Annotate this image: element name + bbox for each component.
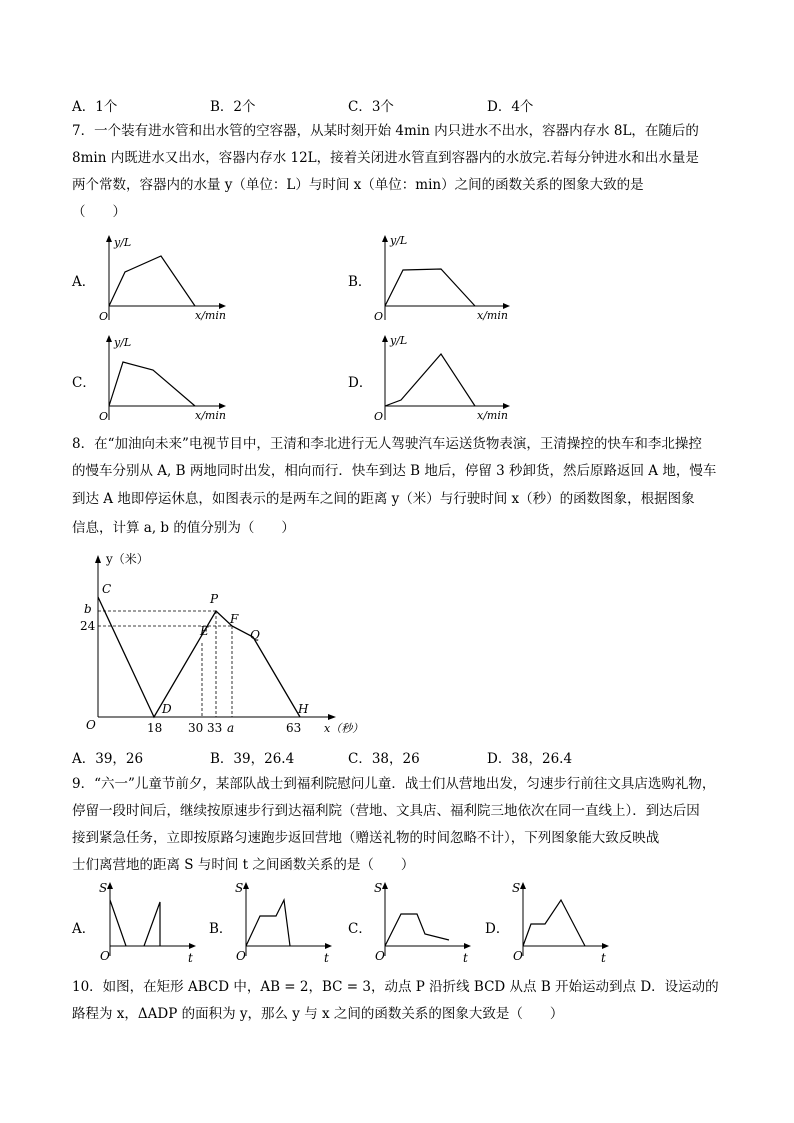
q7-option-b-label: B．: [348, 274, 372, 290]
q8-xtick-63: 63: [286, 721, 302, 735]
q8-line-1: 8．在“加油向未来”电视节目中，王清和李北进行无人驾驶汽车运送货物表演，王清操控的快车和李北操控: [72, 436, 702, 452]
q8-option-a: A．39，26: [72, 751, 144, 767]
q8-option-d: D．38，26.4: [487, 751, 573, 767]
q8-point-c: C: [102, 582, 112, 596]
q9-graph-a: [96, 878, 206, 963]
q10-line-1: 10．如图，在矩形 ABCD 中，AB = 2，BC = 3，动点 P 沿折线 BCD 从点 B 开始运动到点 D．设运动的: [72, 979, 719, 995]
q10-line-2: 路程为 x，ΔADP 的面积为 y，那么 y 与 x 之间的函数关系的图象大致是（ ）: [72, 1006, 564, 1022]
q7-option-a-label: A．: [72, 274, 96, 290]
q7-option-c-label: C．: [72, 375, 96, 391]
q9-graph-b: [232, 878, 342, 963]
q9-line-2: 停留一段时间后，继续按原速步行到达福利院（营地、文具店、福利院三地依次在同一直线上）．到达后因: [72, 803, 700, 819]
q8-point-h: H: [298, 702, 309, 716]
q7-b-origin: O: [374, 310, 384, 323]
q8-line-3: 到达 A 地即停运休息，如图表示的是两车之间的距离 y（米）与行驶时间 x（秒）的函数图象，根据图象: [72, 491, 695, 507]
q8-point-e: E: [200, 624, 209, 638]
q7-line-4: （ ）: [72, 204, 126, 220]
q8-x-axis-label: x（秒）: [324, 722, 364, 735]
option-a-prev: A．1个: [72, 99, 118, 115]
option-b-prev: B．2个: [210, 99, 256, 115]
q9-option-a-label: A．: [72, 921, 96, 937]
q9-line-4: 士们离营地的距离 S 与时间 t 之间函数关系的是（ ）: [72, 857, 415, 873]
q9-b-origin: O: [236, 949, 246, 963]
q8-ytick-b: b: [84, 602, 92, 616]
q8-point-p: P: [210, 592, 219, 606]
q7-c-xlabel: x/min: [195, 409, 226, 422]
q7-d-ylabel: y/L: [390, 334, 408, 347]
q8-graph: [70, 545, 370, 740]
q7-a-origin: O: [99, 310, 109, 323]
q8-point-d: D: [162, 702, 172, 716]
q8-ytick-24: 24: [80, 619, 96, 633]
q9-a-ylabel: S: [99, 881, 108, 895]
q9-d-xlabel: t: [601, 951, 606, 965]
q9-graph-d: [509, 878, 619, 963]
q9-line-3: 接到紧急任务，立即按原路匀速跑步返回营地（赠送礼物的时间忽略不计），下列图象能大致反映战: [72, 830, 660, 846]
q9-d-ylabel: S: [512, 881, 521, 895]
q7-option-d-label: D．: [348, 375, 373, 391]
q9-option-b-label: B．: [209, 921, 233, 937]
q7-b-ylabel: y/L: [390, 234, 408, 247]
q7-graph-b: [371, 232, 521, 324]
q7-a-xlabel: x/min: [195, 309, 226, 322]
q9-option-d-label: D．: [485, 921, 510, 937]
q9-graph-c: [371, 878, 481, 963]
q9-c-ylabel: S: [374, 881, 383, 895]
q9-b-ylabel: S: [235, 881, 244, 895]
q7-a-ylabel: y/L: [114, 236, 132, 249]
q9-c-origin: O: [375, 949, 385, 963]
q9-b-xlabel: t: [324, 951, 329, 965]
q8-option-c: C．38，26: [348, 751, 420, 767]
q7-line-1: 7．一个装有进水管和出水管的空容器，从某时刻开始 4min 内只进水不出水，容器内存水 8L，在随后的: [72, 123, 699, 139]
q7-line-2: 8min 内既进水又出水，容器内存水 12L，接着关闭进水管直到容器内的水放完.若每分钟进水和出水量是: [72, 150, 699, 166]
q8-point-f: F: [230, 612, 239, 626]
q8-xtick-30: 30: [188, 721, 204, 735]
option-d-prev: D．4个: [487, 99, 534, 115]
q7-graph-c: [95, 332, 235, 424]
q8-xtick-33: 33: [207, 721, 223, 735]
q7-c-origin: O: [99, 410, 109, 423]
q8-origin: O: [86, 718, 96, 732]
q9-line-1: 9．“六一”儿童节前夕，某部队战士到福利院慰问儿童．战士们从营地出发，匀速步行前往文具店选购礼物，: [72, 776, 716, 792]
q8-y-axis-label: y（米）: [106, 552, 149, 566]
option-c-prev: C．3个: [348, 99, 394, 115]
q7-d-origin: O: [374, 410, 384, 423]
q8-xtick-a: a: [227, 721, 235, 735]
q9-c-xlabel: t: [463, 951, 468, 965]
q9-option-c-label: C．: [348, 921, 372, 937]
q8-line-2: 的慢车分别从 A, B 两地同时出发，相向而行．快车到达 B 地后，停留 3 秒卸货，然后原路返回 A 地，慢车: [72, 463, 717, 479]
q9-a-origin: O: [100, 949, 110, 963]
q7-b-xlabel: x/min: [477, 309, 508, 322]
q9-a-xlabel: t: [188, 951, 193, 965]
q8-xtick-18: 18: [147, 721, 163, 735]
q8-point-q: Q: [250, 628, 260, 642]
q7-graph-d: [371, 332, 521, 424]
q8-line-4: 信息，计算 a, b 的值分别为（ ）: [72, 520, 295, 536]
q9-d-origin: O: [513, 949, 523, 963]
q7-graph-a: [95, 232, 235, 324]
q7-line-3: 两个常数，容器内的水量 y（单位：L）与时间 x（单位：min）之间的函数关系的图象大致的是: [72, 177, 644, 193]
q7-d-xlabel: x/min: [477, 409, 508, 422]
q8-option-b: B．39，26.4: [210, 751, 295, 767]
q7-c-ylabel: y/L: [114, 336, 132, 349]
